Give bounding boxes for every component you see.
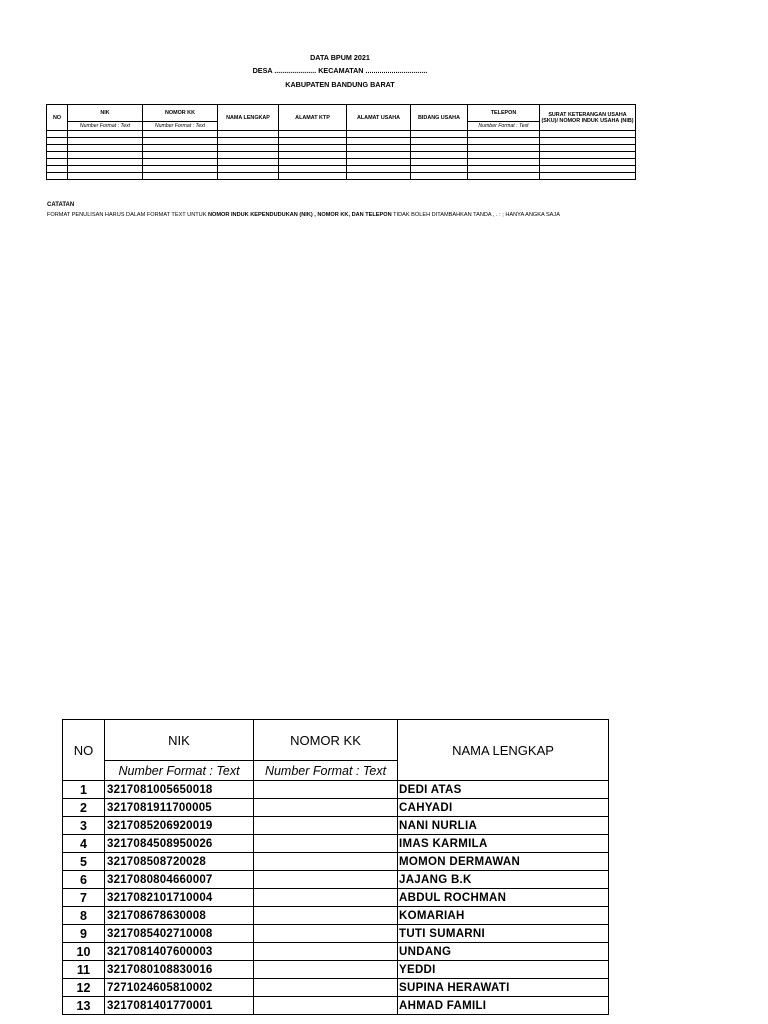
table-row: [63, 889, 609, 907]
row-nama: UNDANG: [398, 943, 609, 961]
row-nik: 321708508720028: [105, 853, 254, 871]
row-nik: 3217084508950026: [105, 835, 254, 853]
row-nik: 7271024605810002: [105, 979, 254, 997]
row-nomor-kk: [254, 853, 398, 871]
notes-title: CATATAN: [47, 202, 75, 208]
notes-text-after: TIDAK BOLEH DITAMBAHKAN TANDA , . : ; HANYA ANGKA SAJA: [391, 212, 560, 218]
row-nik: 3217081401770001: [105, 997, 254, 1015]
row-no: 7: [63, 889, 105, 907]
template-empty-row: [47, 159, 636, 166]
table-row: [63, 961, 609, 979]
row-nomor-kk: [254, 979, 398, 997]
row-nik: 3217082101710004: [105, 889, 254, 907]
row-nama: NANI NURLIA: [398, 817, 609, 835]
col-nik: NIK: [68, 105, 143, 122]
template-empty-row: [47, 145, 636, 152]
header-nama-lengkap: NAMA LENGKAP: [398, 720, 609, 781]
row-no: 6: [63, 871, 105, 889]
row-nomor-kk: [254, 871, 398, 889]
document-title: DATA BPUM 2021: [310, 53, 370, 62]
row-no: 8: [63, 907, 105, 925]
template-empty-row: [47, 166, 636, 173]
row-nama: CAHYADI: [398, 799, 609, 817]
nik-format-label: Number Format : Text: [105, 761, 254, 781]
row-nomor-kk: [254, 889, 398, 907]
row-no: 1: [63, 781, 105, 799]
row-no: 9: [63, 925, 105, 943]
notes-text-before: FORMAT PENULISAN HARUS DALAM FORMAT TEXT UNTUK: [47, 212, 208, 218]
row-nik: 3217085206920019: [105, 817, 254, 835]
row-nik: 3217080804660007: [105, 871, 254, 889]
col-nomor-kk: NOMOR KK: [143, 105, 218, 122]
kk-format-label: Number Format : Text: [254, 761, 398, 781]
row-nik: 3217085402710008: [105, 925, 254, 943]
data-table: [62, 719, 609, 1015]
row-nama: TUTI SUMARNI: [398, 925, 609, 943]
row-nomor-kk: [254, 997, 398, 1015]
row-nik: 3217080108830016: [105, 961, 254, 979]
row-nomor-kk: [254, 961, 398, 979]
col-nama-lengkap: NAMA LENGKAP: [218, 105, 279, 131]
row-nama: JAJANG B.K: [398, 871, 609, 889]
telepon-format-label: Number Format : Text: [468, 122, 540, 131]
col-sku-nib: SURAT KETERANGAN USAHA (SKU)/ NOMOR INDUK USAHA (NIB): [540, 105, 636, 131]
row-nama: SUPINA HERAWATI: [398, 979, 609, 997]
row-no: 13: [63, 997, 105, 1015]
row-nomor-kk: [254, 817, 398, 835]
row-no: 12: [63, 979, 105, 997]
row-no: 5: [63, 853, 105, 871]
row-no: 4: [63, 835, 105, 853]
kk-format-label: Number Format : Text: [143, 122, 218, 131]
row-no: 11: [63, 961, 105, 979]
row-nomor-kk: [254, 781, 398, 799]
col-alamat-ktp: ALAMAT KTP: [279, 105, 347, 131]
table-row: [63, 943, 609, 961]
row-nomor-kk: [254, 835, 398, 853]
row-nama: ABDUL ROCHMAN: [398, 889, 609, 907]
template-empty-row: [47, 138, 636, 145]
row-nomor-kk: [254, 925, 398, 943]
row-nik: 3217081911700005: [105, 799, 254, 817]
row-nomor-kk: [254, 943, 398, 961]
table-row: [63, 817, 609, 835]
table-row: [63, 997, 609, 1015]
row-nik: 3217081407600003: [105, 943, 254, 961]
table-row: [63, 907, 609, 925]
template-empty-row: [47, 173, 636, 180]
template-table: [46, 104, 636, 180]
row-nama: KOMARIAH: [398, 907, 609, 925]
nik-format-label: Number Format : Text: [68, 122, 143, 131]
desa-kecamatan-line: DESA ..................... KECAMATAN ...............................: [252, 66, 428, 75]
row-nama: MOMON DERMAWAN: [398, 853, 609, 871]
row-nik: 321708678630008: [105, 907, 254, 925]
table-row: [63, 853, 609, 871]
col-no: NO: [47, 105, 68, 131]
table-row: [63, 799, 609, 817]
table-row: [63, 781, 609, 799]
header-nik: NIK: [105, 720, 254, 761]
notes-text: [47, 212, 747, 218]
table-row: [63, 979, 609, 997]
col-telepon: TELEPON: [468, 105, 540, 122]
template-empty-row: [47, 152, 636, 159]
table-row: [63, 871, 609, 889]
row-nama: DEDI ATAS: [398, 781, 609, 799]
table-row: [63, 835, 609, 853]
table-row: [63, 925, 609, 943]
row-no: 10: [63, 943, 105, 961]
col-bidang-usaha: BIDANG USAHA: [411, 105, 468, 131]
col-alamat-usaha: ALAMAT USAHA: [347, 105, 411, 131]
row-nama: IMAS KARMILA: [398, 835, 609, 853]
row-no: 3: [63, 817, 105, 835]
row-nik: 3217081005650018: [105, 781, 254, 799]
notes-text-bold: NOMOR INDUK KEPENDUDUKAN (NIK) , NOMOR KK, DAN TELEPON: [208, 212, 392, 218]
kabupaten-line: KABUPATEN BANDUNG BARAT: [285, 80, 395, 89]
template-empty-row: [47, 131, 636, 138]
row-nama: AHMAD FAMILI: [398, 997, 609, 1015]
header-no: NO: [63, 720, 105, 781]
row-no: 2: [63, 799, 105, 817]
row-nomor-kk: [254, 799, 398, 817]
header-nomor-kk: NOMOR KK: [254, 720, 398, 761]
row-nama: YEDDI: [398, 961, 609, 979]
row-nomor-kk: [254, 907, 398, 925]
